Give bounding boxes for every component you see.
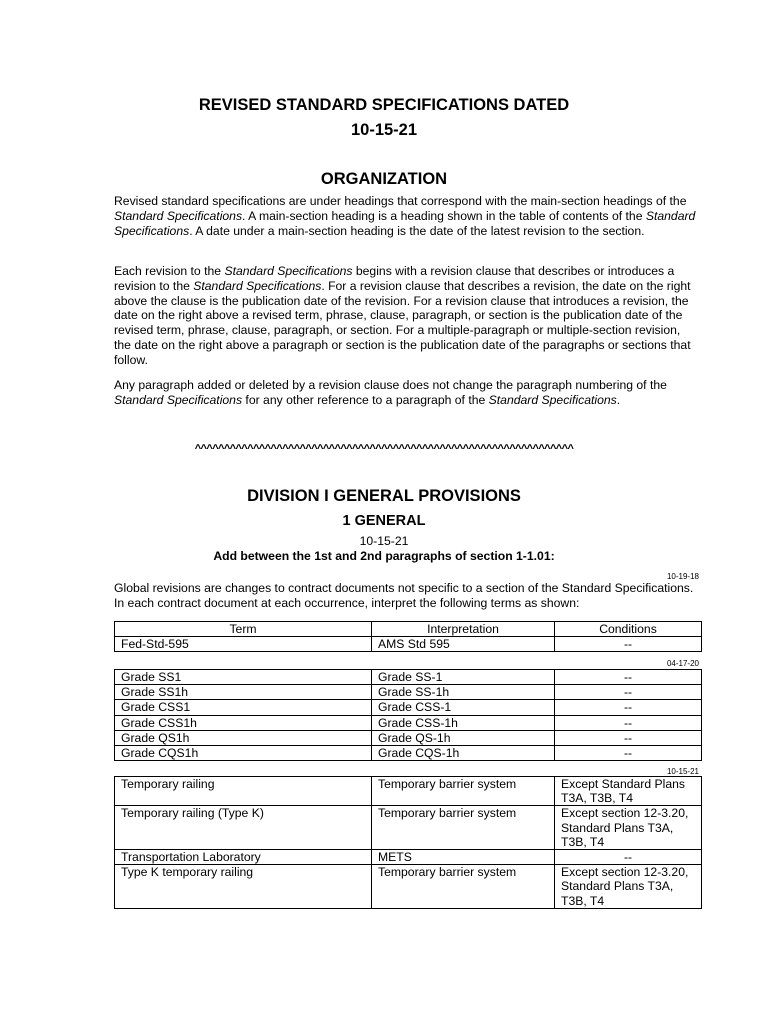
- revision-date-3: 10-15-21: [666, 767, 699, 776]
- interpretation-cell: Grade SS-1: [372, 670, 555, 685]
- terms-table-3: [114, 776, 702, 909]
- revision-date-1: 10-19-18: [666, 572, 699, 581]
- table-row: [115, 730, 702, 745]
- term-cell: Type K temporary railing: [115, 865, 372, 909]
- conditions-cell: --: [555, 637, 702, 652]
- organization-heading: ORGANIZATION: [320, 170, 448, 188]
- conditions-cell: Except section 12-3.20, Standard Plans T3A, T3B, T4: [555, 806, 702, 850]
- interpretation-cell: AMS Std 595: [372, 637, 555, 652]
- conditions-cell: --: [555, 850, 702, 865]
- table-row: [115, 746, 702, 761]
- term-cell: Temporary railing: [115, 777, 372, 806]
- table-row: [115, 865, 702, 909]
- term-cell: Fed-Std-595: [115, 637, 372, 652]
- conditions-cell: --: [555, 685, 702, 700]
- interpretation-cell: Temporary barrier system: [372, 777, 555, 806]
- term-cell: Grade CSS1h: [115, 715, 372, 730]
- organization-paragraph-1: Revised standard specifications are under headings that correspond with the main-section headings of the Standard Specifications. A main-section heading is a heading shown in the table of contents of the Standard Specifications. A date under a main-section heading is the date of the latest revision to the section.: [114, 194, 696, 238]
- conditions-cell: --: [555, 730, 702, 745]
- term-cell: Grade QS1h: [115, 730, 372, 745]
- interpretation-cell: METS: [372, 850, 555, 865]
- section-separator: ^^^^^^^^^^^^^^^^^^^^^^^^^^^^^^^^^^^^^^^^^^^^^^^^^^^^^^^^^^^^^^^^^: [194, 443, 574, 455]
- table-header-row: [115, 622, 702, 637]
- interpretation-cell: Grade CSS-1: [372, 700, 555, 715]
- global-revisions-paragraph: Global revisions are changes to contract documents not specific to a section of the Standard Specifications. In each contract document at each occurrence, interpret the following terms as shown:: [114, 581, 694, 610]
- term-cell: Temporary railing (Type K): [115, 806, 372, 850]
- interpretation-cell: Grade CSS-1h: [372, 715, 555, 730]
- term-cell: Transportation Laboratory: [115, 850, 372, 865]
- section-date: 10-15-21: [359, 534, 409, 548]
- column-header: Interpretation: [372, 622, 555, 637]
- conditions-cell: Except section 12-3.20, Standard Plans T3A, T3B, T4: [555, 865, 702, 909]
- conditions-cell: --: [555, 746, 702, 761]
- organization-paragraph-3: Any paragraph added or deleted by a revision clause does not change the paragraph numbering of the Standard Specifications for any other reference to a paragraph of the Standard Specifications.: [114, 378, 667, 407]
- interpretation-cell: Temporary barrier system: [372, 806, 555, 850]
- conditions-cell: --: [555, 700, 702, 715]
- column-header: Conditions: [555, 622, 702, 637]
- term-cell: Grade CSS1: [115, 700, 372, 715]
- document-title-line1: REVISED STANDARD SPECIFICATIONS DATED: [198, 96, 570, 114]
- table-row: [115, 777, 702, 806]
- term-cell: Grade SS1h: [115, 685, 372, 700]
- table-row: [115, 700, 702, 715]
- table-row: [115, 850, 702, 865]
- division-heading: DIVISION I GENERAL PROVISIONS: [247, 487, 521, 505]
- interpretation-cell: Temporary barrier system: [372, 865, 555, 909]
- section-heading: 1 GENERAL: [342, 513, 426, 529]
- organization-paragraph-2: Each revision to the Standard Specifications begins with a revision clause that describes or introduces a revision to the Standard Specifications. For a revision clause that describes a revision, the date on the right above the clause is the publication date of the revision. For a revision clause that introduces a revision, the date on the right above a revised term, phrase, clause, paragraph, or section is the publication date of the revised term, phrase, clause, paragraph, or section. For a multiple-paragraph or multiple-section revision, the date on the right above a paragraph or section is the publication date of the paragraphs or sections that follow.: [114, 264, 691, 367]
- interpretation-cell: Grade SS-1h: [372, 685, 555, 700]
- conditions-cell: Except Standard Plans T3A, T3B, T4: [555, 777, 702, 806]
- column-header: Term: [115, 622, 372, 637]
- terms-table-2: [114, 669, 702, 761]
- term-cell: Grade SS1: [115, 670, 372, 685]
- revision-date-2: 04-17-20: [666, 659, 699, 668]
- conditions-cell: --: [555, 670, 702, 685]
- conditions-cell: --: [555, 715, 702, 730]
- terms-table-1: [114, 621, 702, 652]
- table-row: [115, 715, 702, 730]
- document-title-line2: 10-15-21: [350, 121, 418, 139]
- term-cell: Grade CQS1h: [115, 746, 372, 761]
- interpretation-cell: Grade QS-1h: [372, 730, 555, 745]
- table-row: [115, 806, 702, 850]
- table-row: [115, 637, 702, 652]
- table-row: [115, 685, 702, 700]
- revision-instruction: Add between the 1st and 2nd paragraphs of section 1-1.01:: [213, 549, 555, 563]
- table-row: [115, 670, 702, 685]
- interpretation-cell: Grade CQS-1h: [372, 746, 555, 761]
